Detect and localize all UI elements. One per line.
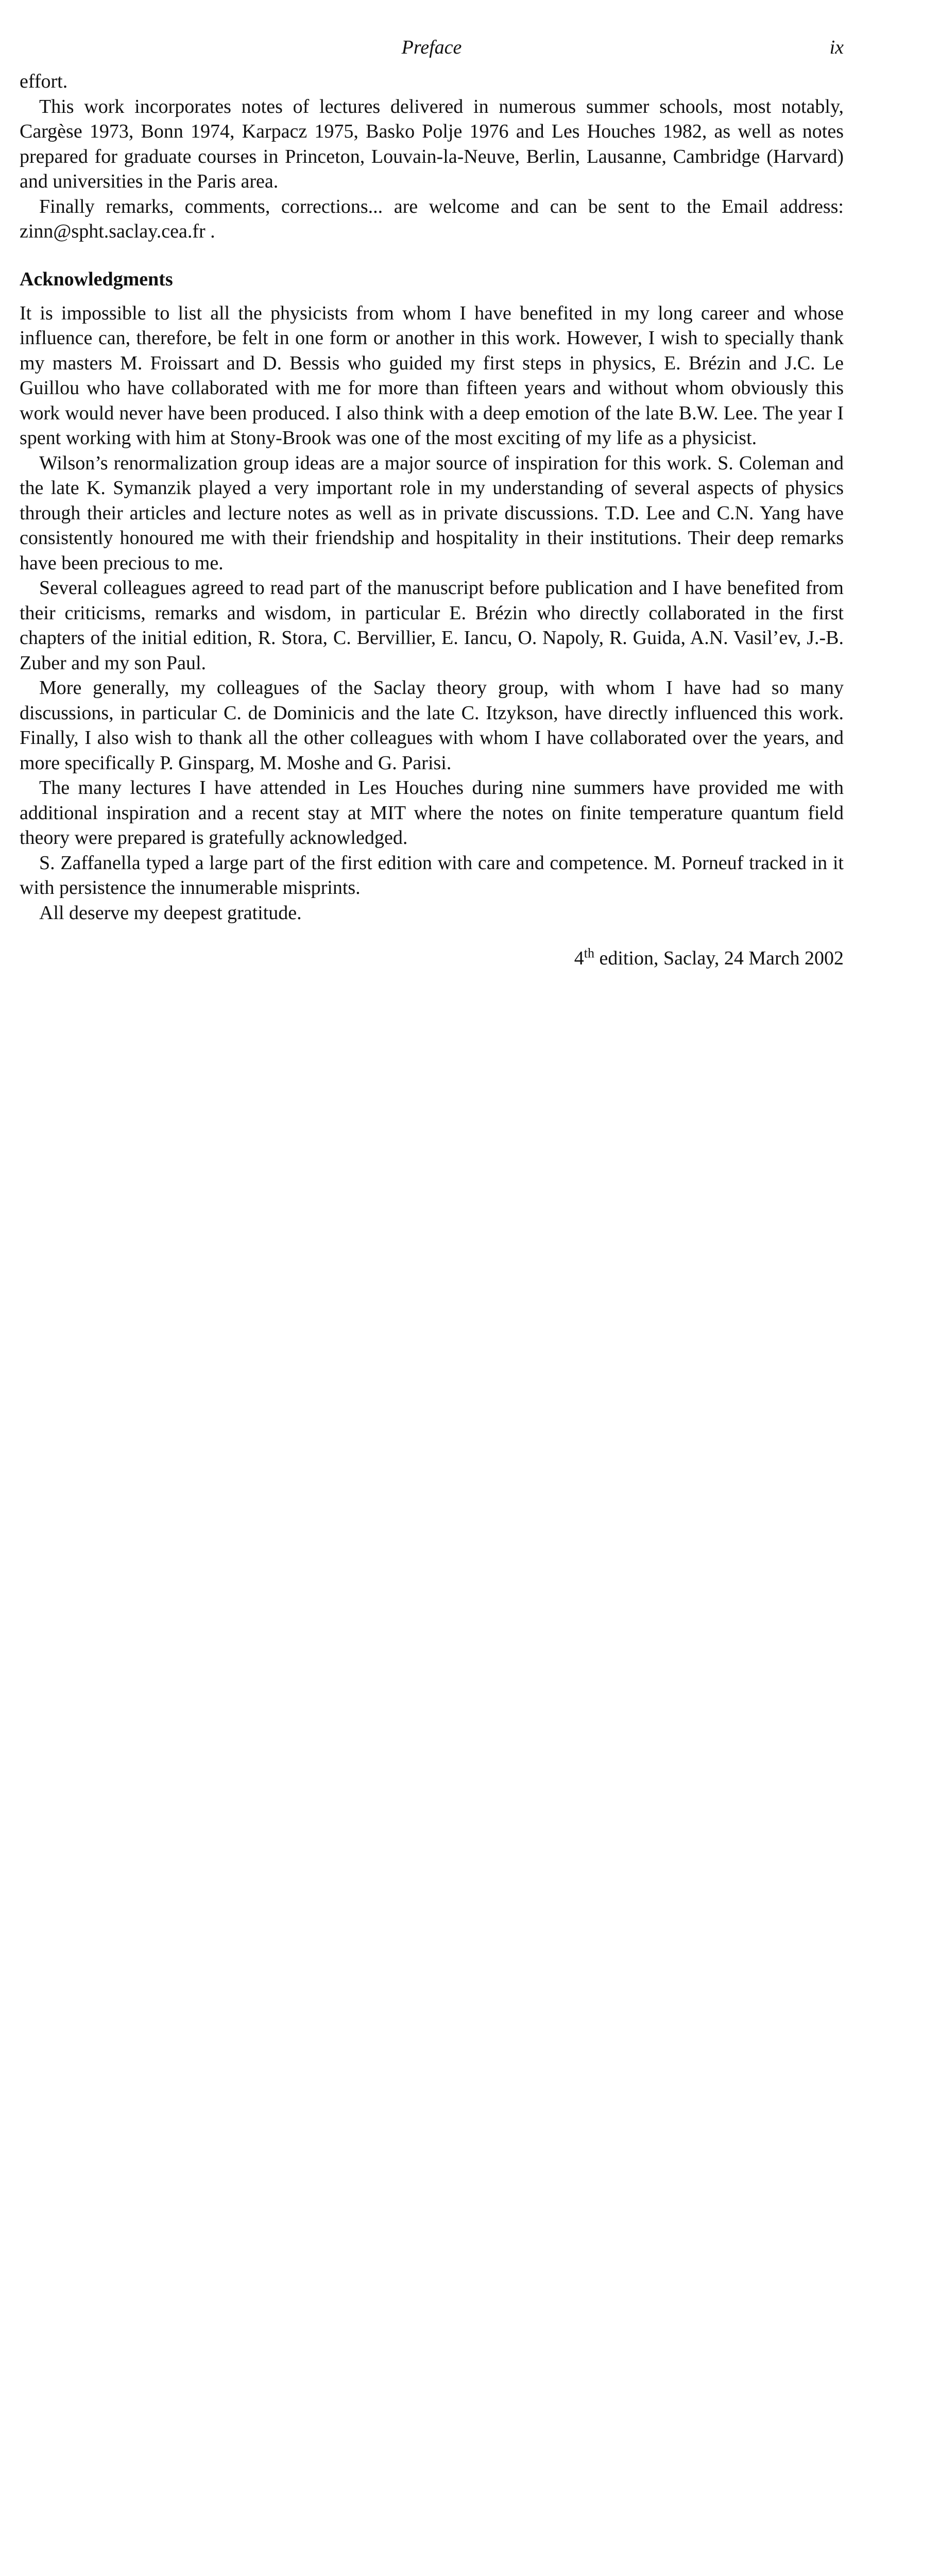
page-number: ix	[829, 37, 844, 58]
edition-suffix: th	[584, 945, 594, 961]
acknowledgments-paragraph: Several colleagues agreed to read part of the manuscript before publication and I have benefited from their criticisms, remarks and wisdom, in particular E. Brézin who directly collaborated in the first chapters of the initial edition, R. Stora, C. Bervillier, E. Iancu, O. Napoly, R. Guida, A.N. Vasil’ev, J.-B. Zuber and my son Paul.	[20, 577, 844, 674]
acknowledgments-paragraph: All deserve my deepest gratitude.	[39, 902, 302, 924]
acknowledgments-paragraph: More generally, my colleagues of the Saclay theory group, with whom I have had so many discussions, in particular C. de Dominicis and the late C. Itzykson, have directly influenced this work. Finally, I also wish to thank all the other colleagues with whom I have collaborated over the years, and more specifically P. Ginsparg, M. Moshe and G. Parisi.	[20, 677, 844, 774]
edition-number: 4	[574, 947, 584, 969]
page	[20, 36, 844, 971]
acknowledgments-paragraph: The many lectures I have attended in Les Houches during nine summers have provided me with additional inspiration and a recent stay at MIT where the notes on finite temperature quantum field theory were prepared is gratefully acknowledged.	[20, 777, 844, 849]
preface-paragraph-contact: Finally remarks, comments, corrections... are welcome and can be sent to the Email address: zinn@spht.saclay.cea.fr .	[20, 195, 844, 242]
running-head	[20, 36, 844, 67]
acknowledgments-heading: Acknowledgments	[20, 268, 173, 290]
preface-tail-line: effort.	[20, 71, 68, 92]
acknowledgments-paragraph: Wilson’s renormalization group ideas are a major source of inspiration for this work. S. Coleman and the late K. Symanzik played a very important role in my understanding of several aspects of physics through their articles and lecture notes as well as in private discussions. T.D. Lee and C.N. Yang have consistently honoured me with their friendship and hospitality in their institutions. Their deep remarks have been precious to me.	[20, 452, 844, 574]
running-title: Preface	[401, 37, 462, 58]
edition-signoff	[20, 946, 844, 971]
acknowledgments-paragraph: S. Zaffanella typed a large part of the first edition with care and competence. M. Porneuf tracked in it with persistence the innumerable misprints.	[20, 852, 844, 899]
edition-place-date: edition, Saclay, 24 March 2002	[594, 947, 844, 969]
preface-paragraph-summer-schools: This work incorporates notes of lectures delivered in numerous summer schools, most notably, Cargèse 1973, Bonn 1974, Karpacz 1975, Basko Polje 1976 and Les Houches 1982, as well as notes prepared for graduate courses in Princeton, Louvain-la-Neuve, Berlin, Lausanne, Cambridge (Harvard) and universities in the Paris area.	[20, 95, 844, 192]
acknowledgments-paragraph: It is impossible to list all the physicists from whom I have benefited in my long career and whose influence can, therefore, be felt in one form or another in this work. However, I wish to specially thank my masters M. Froissart and D. Bessis who guided my first steps in physics, E. Brézin and J.C. Le Guillou who have collaborated with me for more than fifteen years and without whom obviously this work would never have been produced. I also think with a deep emotion of the late B.W. Lee. The year I spent working with him at Stony-Brook was one of the most exciting of my life as a physicist.	[20, 302, 844, 449]
